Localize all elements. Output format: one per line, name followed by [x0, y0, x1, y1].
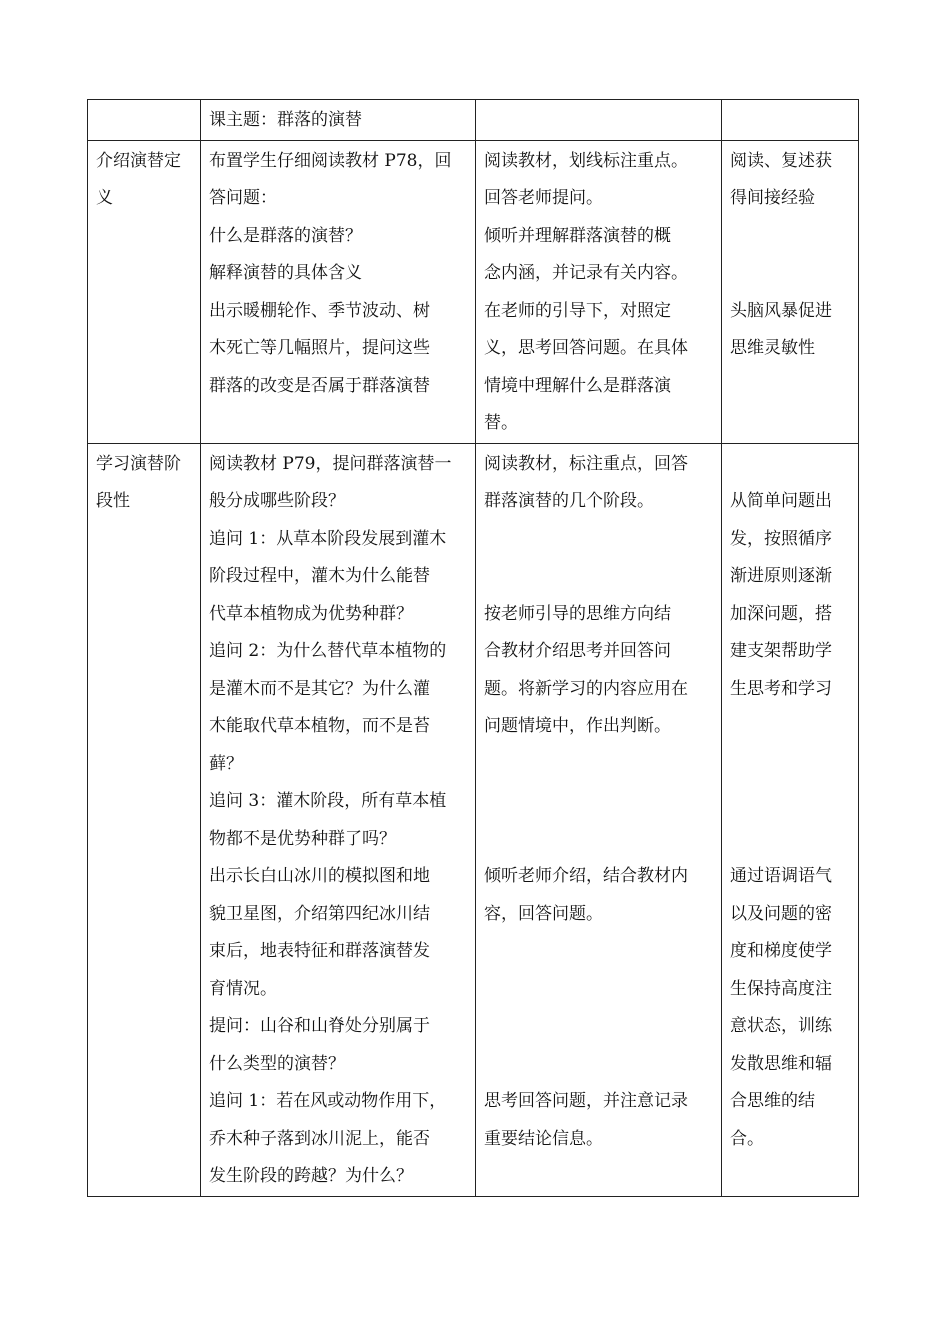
text-line: 发生阶段的跨越？为什么？: [209, 1166, 413, 1186]
text-line: 阅读教材 P79，提问群落演替一: [209, 453, 452, 474]
text-line: 育情况。: [209, 978, 277, 999]
text-line: 意状态，训练: [730, 1016, 832, 1036]
stage-teacher-cell: [201, 443, 476, 1196]
text-line: 代草本植物成为优势种群？: [209, 603, 413, 624]
text-line: 合教材介绍思考并回答问: [484, 641, 671, 661]
text-line: 追问 3：灌木阶段，所有草本植: [209, 791, 447, 811]
definition-intent-cell: [722, 140, 859, 443]
topic-cell-3: [476, 100, 722, 141]
spacer: [484, 821, 713, 859]
text-line: 情境中理解什么是群落演: [484, 375, 671, 396]
lesson-plan-table: [87, 99, 859, 1197]
text-line: 追问 1：若在风或动物作用下，: [209, 1091, 447, 1111]
definition-row: [88, 140, 859, 443]
text-line: 问题情境中，作出判断。: [484, 716, 671, 736]
stage-student-cell: [476, 443, 722, 1196]
text-line: 介绍演替定: [96, 150, 181, 171]
text-line: 替。: [484, 413, 518, 433]
text-line: 什么类型的演替？: [209, 1053, 345, 1074]
spacer: [484, 971, 713, 1009]
text-line: 头脑风暴促进: [730, 300, 832, 321]
stage-row: [88, 443, 859, 1196]
text-line: 阅读教材，标注重点，回答: [484, 453, 688, 474]
spacer: [730, 821, 850, 859]
text-line: 物都不是优势种群了吗？: [209, 828, 396, 849]
spacer: [730, 218, 850, 256]
text-line: 加深问题，搭: [730, 603, 832, 624]
text-line: 般分成哪些阶段？: [209, 491, 345, 511]
text-line: 义，思考回答问题。在具体: [484, 338, 688, 358]
text-line: 阅读、复述获: [730, 150, 832, 171]
text-line: 乔木种子落到冰川泥上，能否: [209, 1128, 430, 1149]
spacer: [484, 521, 713, 559]
text-line: 通过语调语气: [730, 866, 832, 886]
text-line: 容，回答问题。: [484, 903, 603, 924]
text-line: 发，按照循序: [730, 528, 832, 549]
text-line: 重要结论信息。: [484, 1128, 603, 1149]
text-line: 阅读教材，划线标注重点。: [484, 150, 688, 171]
text-line: 群落的改变是否属于群落演替: [209, 375, 430, 396]
topic-cell-4: [722, 100, 859, 141]
text-line: 藓？: [209, 753, 243, 774]
text-line: 学习演替阶: [96, 453, 181, 474]
text-line: 段性: [96, 491, 130, 511]
text-line: 貌卫星图，介绍第四纪冰川结: [209, 903, 430, 924]
text-line: 追问 1：从草本阶段发展到灌木: [209, 528, 447, 549]
stage-stage-cell: [88, 443, 201, 1196]
text-line: 群落演替的几个阶段。: [484, 491, 654, 511]
text-line: 是灌木而不是其它？为什么灌: [209, 678, 430, 699]
text-line: 思维灵敏性: [730, 338, 815, 358]
spacer: [730, 783, 850, 821]
definition-teacher-cell: [201, 140, 476, 443]
text-line: 思考回答问题，并注意记录: [484, 1091, 688, 1111]
text-line: 出示暖棚轮作、季节波动、树: [209, 300, 430, 321]
text-line: 倾听老师介绍，结合教材内: [484, 866, 688, 886]
text-line: 以及问题的密: [730, 903, 832, 924]
text-line: 回答老师提问。: [484, 188, 603, 208]
text-line: 追问 2：为什么替代草本植物的: [209, 641, 447, 661]
text-line: 提问：山谷和山脊处分别属于: [209, 1016, 430, 1036]
spacer: [484, 746, 713, 784]
stage-intent-cell: [722, 443, 859, 1196]
text-line: 倾听并理解群落演替的概: [484, 225, 671, 246]
text-line: 出示长白山冰川的模拟图和地: [209, 866, 430, 886]
spacer: [730, 746, 850, 784]
text-line: 生思考和学习: [730, 678, 832, 699]
spacer: [484, 1008, 713, 1046]
spacer: [484, 558, 713, 596]
text-line: 阶段过程中，灌木为什么能替: [209, 566, 430, 586]
text-line: 木死亡等几幅照片，提问这些: [209, 338, 430, 358]
text-line: 度和梯度使学: [730, 941, 832, 961]
spacer: [484, 1046, 713, 1084]
text-line: 木能取代草本植物，而不是苔: [209, 716, 430, 736]
text-line: 题。将新学习的内容应用在: [484, 678, 688, 699]
spacer: [730, 708, 850, 746]
text-line: 义: [96, 188, 113, 208]
text-line: 从简单问题出: [730, 491, 832, 511]
spacer: [730, 255, 850, 293]
text-line: 合思维的结: [730, 1091, 815, 1111]
text-line: 生保持高度注: [730, 978, 832, 999]
text-line: 按老师引导的思维方向结: [484, 603, 671, 624]
text-line: 解释演替的具体含义: [209, 263, 362, 283]
definition-stage-cell: [88, 140, 201, 443]
text-line: 渐进原则逐渐: [730, 566, 832, 586]
topic-row: [88, 100, 859, 141]
text-line: 束后，地表特征和群落演替发: [209, 941, 430, 961]
text-line: 发散思维和辐: [730, 1053, 832, 1074]
text-line: 布置学生仔细阅读教材 P78，回: [209, 150, 452, 171]
text-line: 在老师的引导下，对照定: [484, 300, 671, 321]
spacer: [484, 783, 713, 821]
spacer: [484, 933, 713, 971]
text-line: 答问题：: [209, 188, 277, 208]
spacer: [730, 446, 850, 484]
topic-cell-1: [88, 100, 201, 141]
topic-cell-2: 课主题：群落的演替: [201, 100, 476, 141]
text-line: 念内涵，并记录有关内容。: [484, 263, 688, 283]
text-line: 得间接经验: [730, 188, 815, 208]
text-line: 合。: [730, 1128, 764, 1149]
text-line: 什么是群落的演替？: [209, 225, 362, 246]
text-line: 建支架帮助学: [730, 641, 832, 661]
definition-student-cell: [476, 140, 722, 443]
